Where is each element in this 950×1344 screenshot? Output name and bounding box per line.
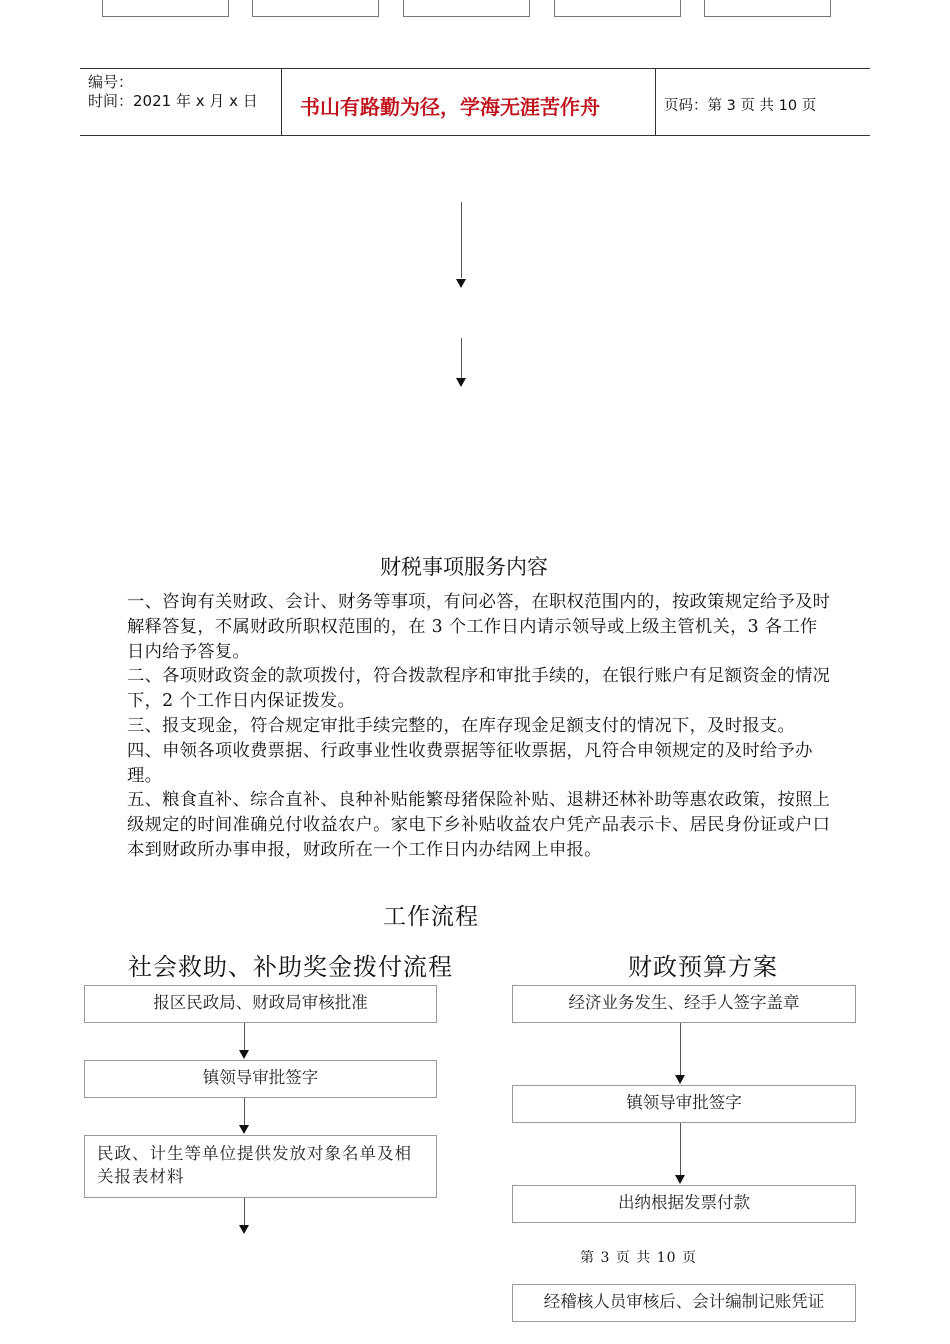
left-arrow-head-1 <box>239 1050 249 1059</box>
paragraph-3: 三、报支现金，符合规定审批手续完整的，在库存现金足额支付的情况下，及时报支。 <box>127 715 796 736</box>
footer-page-number: 第 3 页 共 10 页 <box>580 1250 697 1266</box>
right-flow-step-1 <box>512 985 856 1023</box>
section-title: 财税事项服务内容 <box>380 555 548 579</box>
flow-arrow-line-2 <box>461 338 462 378</box>
top-box-3 <box>403 0 530 17</box>
flow-arrow-line-1 <box>461 202 462 278</box>
header-motto: 书山有路勤为径，学海无涯苦作舟 <box>300 95 600 119</box>
left-arrow-line-2 <box>244 1098 245 1125</box>
header-bottom-rule <box>80 135 870 136</box>
header-date: 时间：2021 年 x 月 x 日 <box>88 92 258 110</box>
right-flow-step-3-label: 出纳根据发票付款 <box>618 1193 750 1212</box>
paragraph-5: 五、粮食直补、综合直补、良种补贴能繁母猪保险补贴、退耕还林补助等惠农政策，按照上级规定的时间准确兑付收益农户。家电下乡补贴收益农户凭产品表示卡、居民身份证或户口本到财政所办事申报，财政所在一个工作日内办结网上申报。 <box>127 790 831 860</box>
workflow-title: 工作流程 <box>383 904 479 930</box>
header-top-rule <box>80 68 870 69</box>
flow-arrow-head-1 <box>456 279 466 288</box>
paragraph-4: 四、申领各项收费票据、行政事业性收费票据等征收票据，凡符合申领规定的及时给予办理。 <box>127 740 813 786</box>
section-body <box>127 590 832 863</box>
left-flow-title: 社会救助、补助奖金拨付流程 <box>128 953 453 981</box>
header-number: 编号： <box>88 73 134 91</box>
left-arrow-line-1 <box>244 1023 245 1050</box>
top-box-2 <box>252 0 379 17</box>
left-arrow-line-3 <box>244 1198 245 1225</box>
left-flow-step-3-label: 民政、计生等单位提供发放对象名单及相关报表材料 <box>97 1144 412 1186</box>
right-arrow-head-1 <box>675 1075 685 1084</box>
top-box-5 <box>704 0 831 17</box>
top-box-1 <box>102 0 229 17</box>
right-arrow-line-1 <box>680 1023 681 1075</box>
left-arrow-head-2 <box>239 1125 249 1134</box>
flow-arrow-head-2 <box>456 378 466 387</box>
header-divider-right <box>655 68 656 135</box>
right-flow-step-2 <box>512 1085 856 1123</box>
left-flow-step-1-label: 报区民政局、财政局审核批准 <box>153 993 368 1012</box>
header-divider-left <box>281 68 282 135</box>
right-arrow-line-2 <box>680 1123 681 1175</box>
right-flow-title: 财政预算方案 <box>628 953 778 981</box>
right-flow-step-1-label: 经济业务发生、经手人签字盖章 <box>568 993 800 1012</box>
paragraph-1: 一、咨询有关财政、会计、财务等事项，有问必答，在职权范围内的，按政策规定给予及时解释答复，不属财政所职权范围的，在 3 个工作日内请示领导或上级主管机关，3 各工作日内给予答复。 <box>127 592 831 662</box>
top-box-4 <box>554 0 681 17</box>
right-flow-step-3 <box>512 1185 856 1223</box>
right-flow-step-4 <box>512 1284 856 1322</box>
paragraph-2: 二、各项财政资金的款项拨付，符合拨款程序和审批手续的，在银行账户有足额资金的情况下，2 个工作日内保证拨发。 <box>127 666 831 712</box>
left-flow-step-3 <box>84 1135 437 1198</box>
left-flow-step-1 <box>84 985 437 1023</box>
right-flow-step-2-label: 镇领导审批签字 <box>626 1093 742 1112</box>
header-page-info: 页码：第 3 页 共 10 页 <box>664 98 817 114</box>
left-arrow-head-3 <box>239 1225 249 1234</box>
right-arrow-head-2 <box>675 1175 685 1184</box>
left-flow-step-2 <box>84 1060 437 1098</box>
right-flow-step-4-label: 经稽核人员审核后、会计编制记账凭证 <box>543 1292 825 1311</box>
left-flow-step-2-label: 镇领导审批签字 <box>202 1068 319 1087</box>
